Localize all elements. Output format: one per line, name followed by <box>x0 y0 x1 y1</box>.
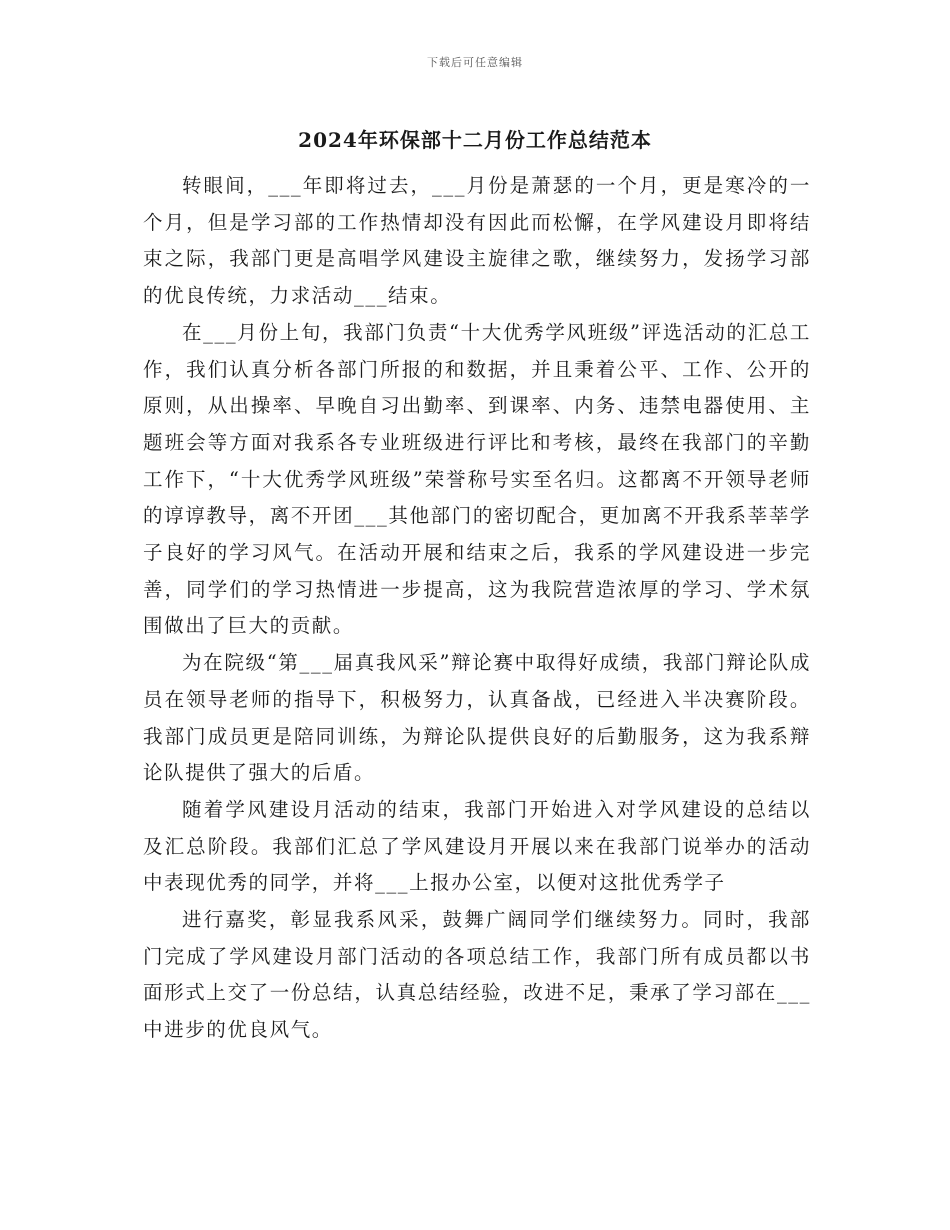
paragraph-5: 进行嘉奖，彰显我系风采，鼓舞广阔同学们继续努力。同时，我部门完成了学风建设月部门活动的各项总结工作，我部门所有成员都以书面形式上交了一份总结，认真总结经验，改进不足，秉承了学习部在___中进步的优良风气。 <box>143 908 811 1042</box>
header-note: 下载后可任意编辑 <box>427 56 523 69</box>
document-title: 2024年环保部十二月份工作总结范本 <box>298 128 652 152</box>
paragraph-2: 在___月份上旬，我部门负责“十大优秀学风班级”评选活动的汇总工作，我们认真分析各部门所报的和数据，并且秉着公平、工作、公开的原则，从出操率、早晚自习出勤率、到课率、内务、违禁电器使用、主题班会等方面对我系各专业班级进行评比和考核，最终在我部门的辛勤工作下，“十大优秀学风班级”荣誉称号实至名归。这都离不开领导老师的谆谆教导，离不开团___其他部门的密切配合，更加离不开我系莘莘学子良好的学习风气。在活动开展和结束之后，我系的学风建设进一步完善，同学们的学习热情进一步提高，这为我院营造浓厚的学习、学术氛围做出了巨大的贡献。 <box>143 320 811 638</box>
paragraph-4: 随着学风建设月活动的结束，我部门开始进入对学风建设的总结以及汇总阶段。我部们汇总了学风建设月开展以来在我部门说举办的活动中表现优秀的同学，并将___上报办公室，以便对这批优秀学子 <box>143 797 811 895</box>
paragraph-1: 转眼间，___年即将过去，___月份是萧瑟的一个月，更是寒冷的一个月，但是学习部的工作热情却没有因此而松懈，在学风建设月即将结束之际，我部门更是高唱学风建设主旋律之歌，继续努力，发扬学习部的优良传统，力求活动___结束。 <box>143 174 811 308</box>
document-body <box>143 168 811 1049</box>
paragraph-3: 为在院级“第___届真我风采”辩论赛中取得好成绩，我部门辩论队成员在领导老师的指导下，积极努力，认真备战，已经进入半决赛阶段。我部门成员更是陪同训练，为辩论队提供良好的后勤服务，这为我系辩论队提供了强大的后盾。 <box>143 651 811 785</box>
